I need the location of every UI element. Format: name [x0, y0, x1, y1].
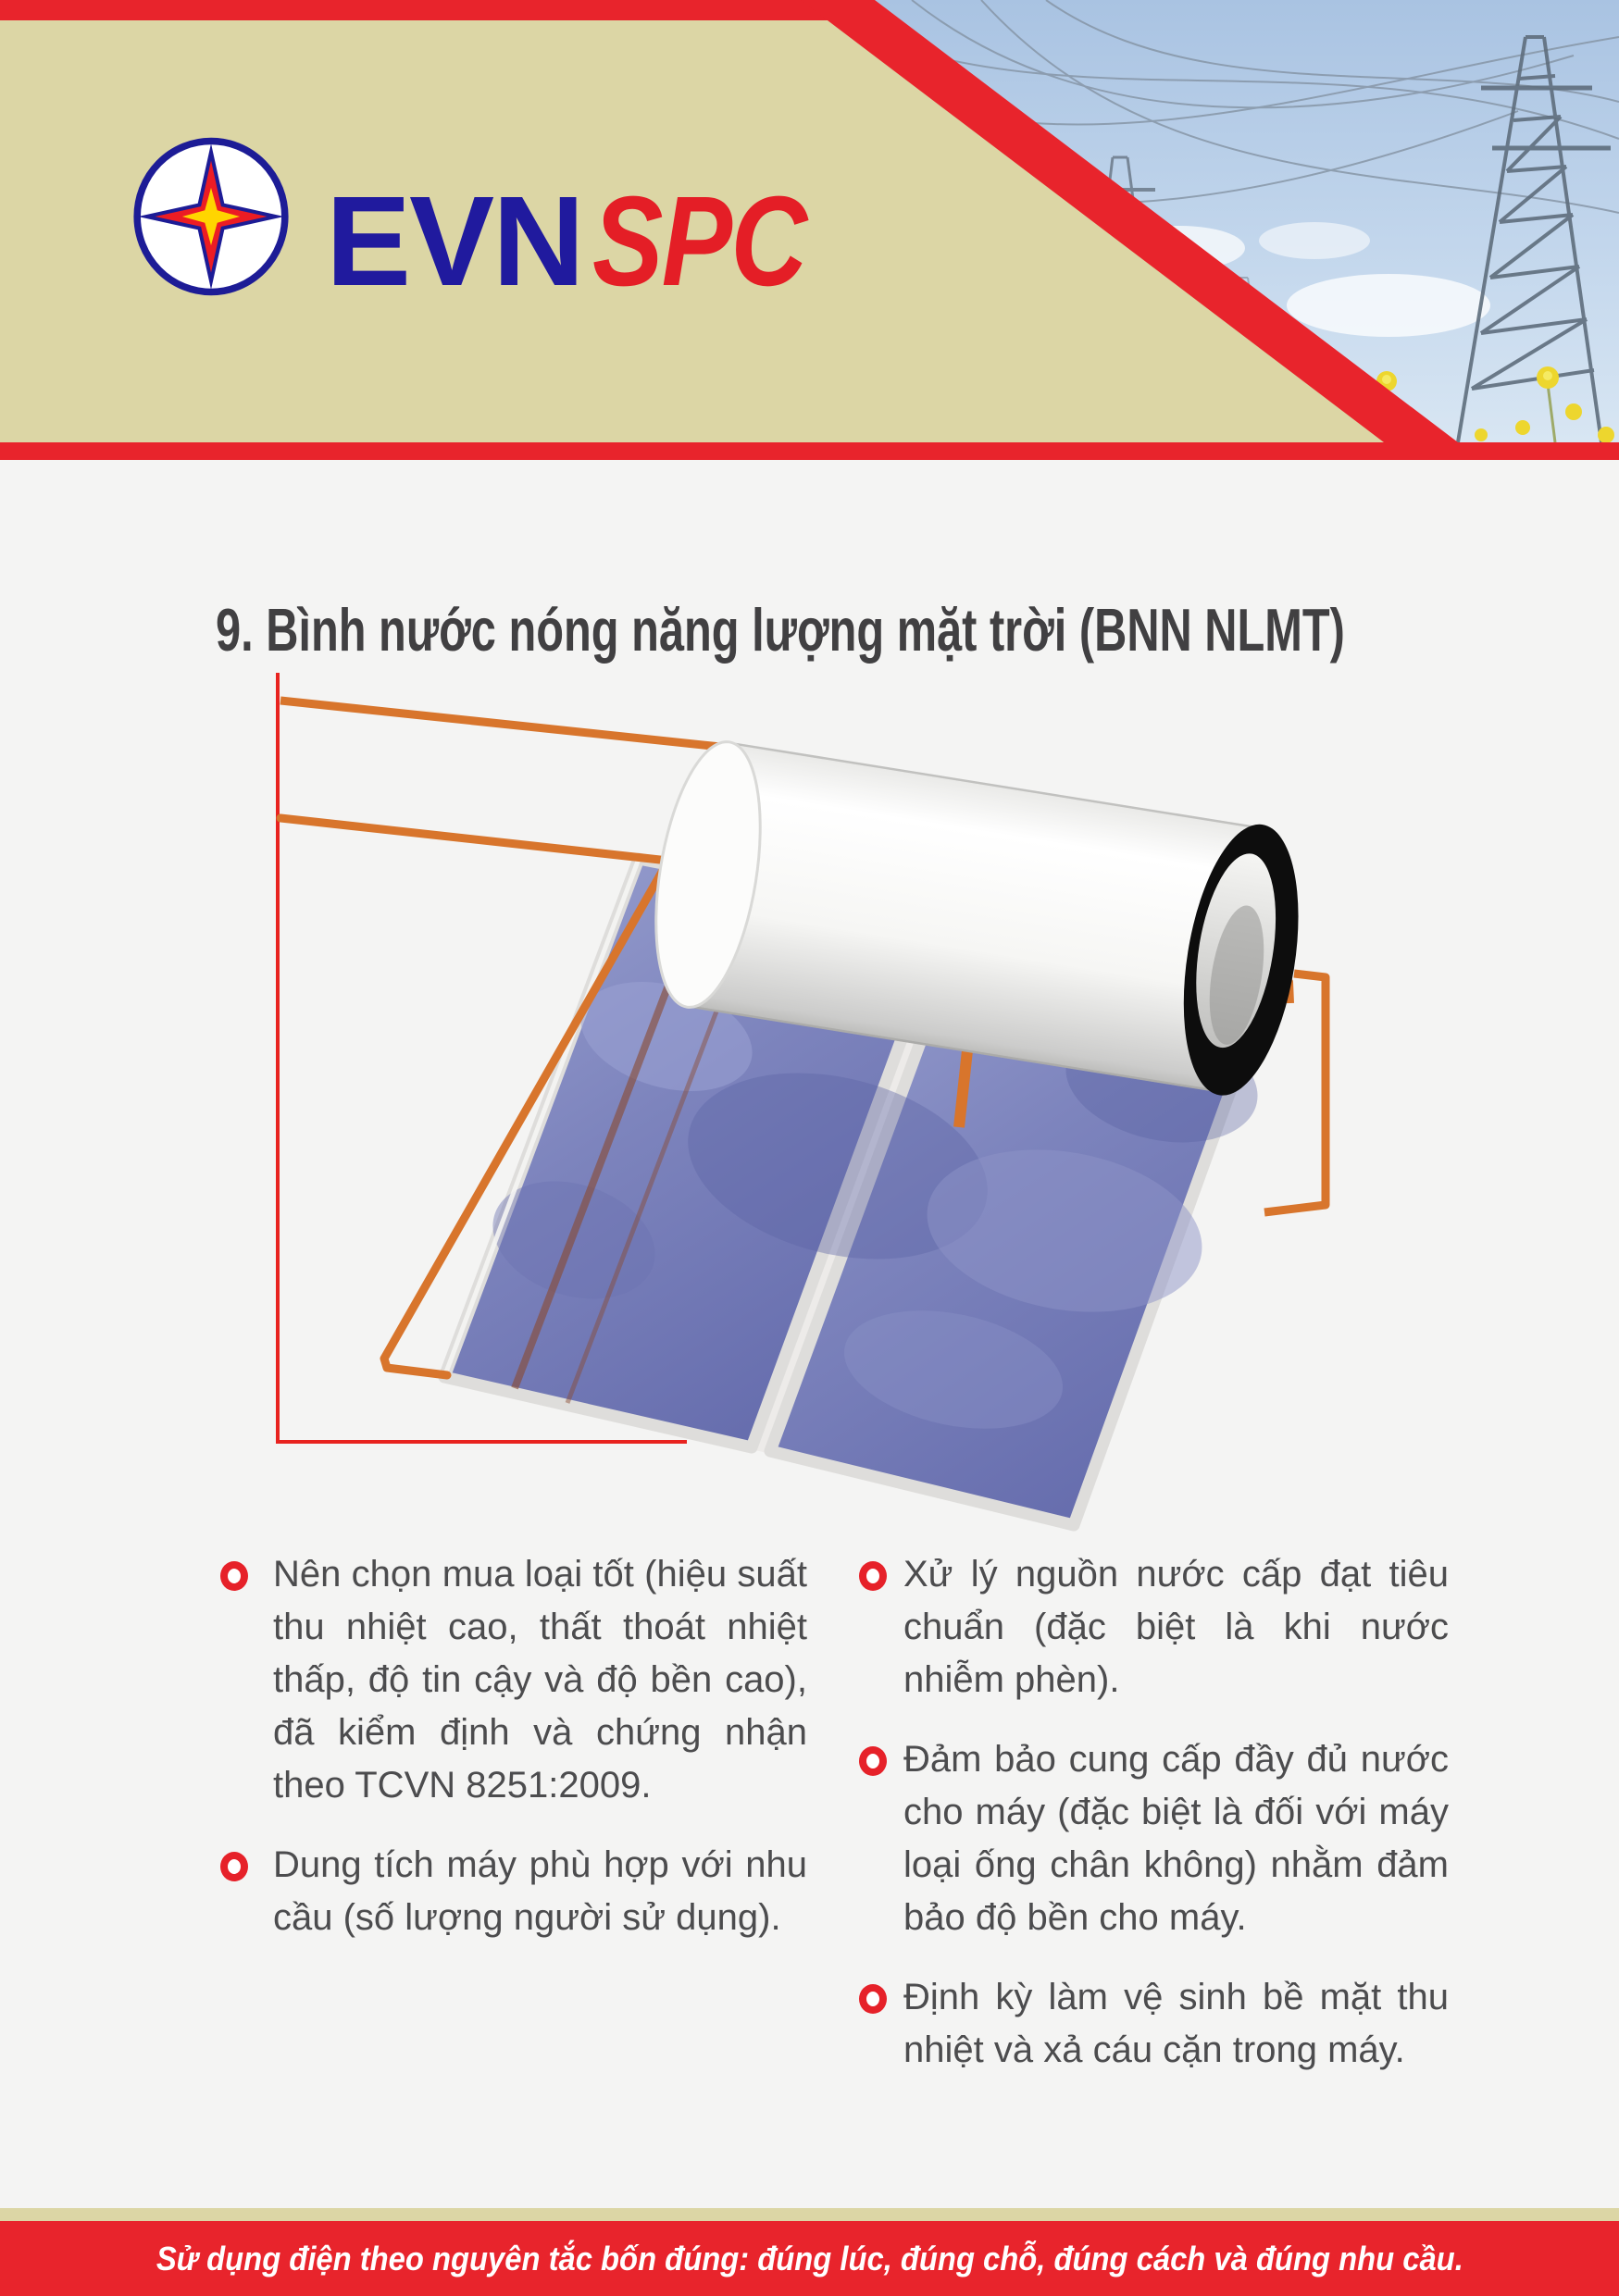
list-item	[220, 1548, 807, 1812]
bullet-ring-icon	[859, 1984, 887, 2014]
evn-logo-star-icon	[133, 137, 289, 296]
list-item-text: Đảm bảo cung cấp đầy đủ nước cho máy (đặc biệt là đối với máy loại ống chân không) nhằm đảm bảo độ bền cho máy.	[903, 1739, 1449, 1938]
footer-slogan: Sử dụng điện theo nguyên tắc bốn đúng: đúng lúc, đúng chỗ, đúng cách và đúng nhu cầu.	[156, 2239, 1463, 2277]
list-item-text: Dung tích máy phù hợp với nhu cầu (số lượng người sử dụng).	[273, 1844, 807, 1938]
header-top-red-band	[0, 0, 879, 20]
bullet-ring-icon	[220, 1852, 248, 1881]
footer-bar	[0, 2221, 1619, 2296]
bullet-column-right	[859, 1548, 1449, 2077]
logo-evn-text: EVN	[326, 170, 583, 313]
bullet-ring-icon	[859, 1561, 887, 1591]
list-item-text: Định kỳ làm vệ sinh bề mặt thu nhiệt và xả cáu cặn trong máy.	[903, 1977, 1449, 2070]
solar-water-heater-illustration	[213, 662, 1426, 1550]
logo-spc-text: SPC	[592, 170, 806, 313]
list-item-text: Xử lý nguồn nước cấp đạt tiêu chuẩn (đặc biệt là khi nước nhiễm phèn).	[903, 1554, 1449, 1700]
list-item-text: Nên chọn mua loại tốt (hiệu suất thu nhiệt cao, thất thoát nhiệt thấp, độ tin cậy và độ bền cao), đã kiểm định và chứng nhận theo TCVN 8251:2009.	[273, 1554, 807, 1806]
list-item	[859, 1548, 1449, 1706]
header-bottom-red-band	[0, 442, 1619, 460]
footer-beige-strip	[0, 2208, 1619, 2221]
bullet-ring-icon	[220, 1561, 248, 1591]
list-item	[859, 1971, 1449, 2077]
copper-pipe-top	[280, 701, 729, 748]
page-title: 9. Bình nước nóng năng lượng mặt trời (BNN NLMT)	[216, 596, 1345, 664]
bullet-ring-icon	[859, 1746, 887, 1776]
bullet-column-left	[220, 1548, 807, 1944]
list-item	[220, 1839, 807, 1944]
logo-wordmark	[326, 170, 850, 313]
list-item	[859, 1733, 1449, 1944]
